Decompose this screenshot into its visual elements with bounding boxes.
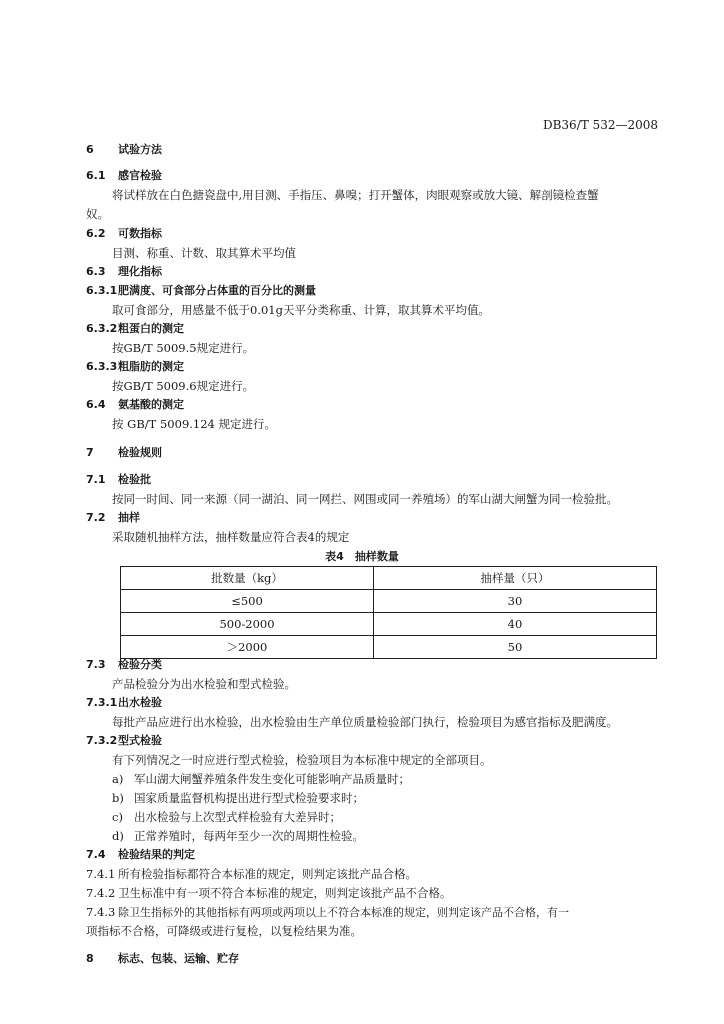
heading-6-3-1: 6.3.1肥满度、可食部分占体重的百分比的测量 (86, 284, 316, 297)
paragraph: 目测、称重、计数、取其算术平均值 (112, 246, 296, 260)
heading-6-3-2: 6.3.2粗蛋白的测定 (86, 322, 184, 335)
paragraph: 按GB/T 5009.6规定进行。 (112, 379, 255, 393)
table-cell: ≤500 (121, 590, 374, 613)
paragraph: 奴。 (86, 207, 109, 221)
paragraph: 有下列情况之一时应进行型式检验，检验项目为本标准中规定的全部项目。 (112, 753, 492, 767)
table-cell: 50 (374, 636, 657, 659)
heading-7-4: 7.4 检验结果的判定 (86, 848, 195, 861)
paragraph: 按同一时间、同一来源（同一湖泊、同一网拦、网围或同一养殖场）的军山湖大闸蟹为同一检验批。 (112, 492, 618, 506)
table-cell: 500-2000 (121, 613, 374, 636)
paragraph: 将试样放在白色搪瓷盘中,用目测、手指压、鼻嗅；打开蟹体，肉眼观察或放大镜、解剖镜检查蟹 (112, 188, 599, 202)
table-cell: 40 (374, 613, 657, 636)
heading-8: 8 标志、包装、运输、贮存 (86, 952, 239, 965)
list-item: c) 出水检验与上次型式样检验有大差异时； (112, 810, 341, 824)
heading-7: 7 检验规则 (86, 446, 162, 459)
heading-7-1: 7.1 检验批 (86, 473, 151, 486)
column-header: 抽样量（只） (374, 567, 657, 590)
table-header-row (121, 567, 657, 590)
list-item: a) 军山湖大闸蟹养殖条件发生变化可能影响产品质量时； (112, 772, 410, 786)
heading-6: 6 试验方法 (86, 143, 162, 156)
paragraph: 采取随机抽样方法，抽样数量应符合表4的规定 (112, 530, 350, 544)
list-item: b) 国家质量监督机构提出进行型式检验要求时； (112, 791, 364, 805)
paragraph: 项指标不合格，可降级或进行复检，以复检结果为准。 (86, 924, 362, 938)
paragraph: 按 GB/T 5009.124 规定进行。 (112, 417, 277, 431)
heading-6-1: 6.1 感官检验 (86, 169, 162, 182)
sampling-table (120, 566, 657, 659)
heading-7-2: 7.2 抽样 (86, 511, 140, 524)
clause-7-4-1: 7.4.1 所有检验指标都符合本标准的规定，则判定该批产品合格。 (86, 867, 417, 881)
heading-6-3-3: 6.3.3粗脂肪的测定 (86, 360, 184, 373)
list-item: d) 正常养殖时，每两年至少一次的周期性检验。 (112, 829, 364, 843)
clause-7-4-3: 7.4.3 除卫生指标外的其他指标有两项或两项以上不符合本标准的规定，则判定该产品不合格，有一 (86, 905, 569, 919)
paragraph: 取可食部分，用感量不低于0.01g天平分类称重、计算，取其算术平均值。 (112, 303, 490, 317)
table-cell: 30 (374, 590, 657, 613)
table-row (121, 613, 657, 636)
table-row (121, 590, 657, 613)
heading-6-3: 6.3 理化指标 (86, 265, 162, 278)
standard-number: DB36/T 532—2008 (542, 118, 658, 132)
heading-7-3: 7.3 检验分类 (86, 658, 162, 671)
paragraph: 产品检验分为出水检验和型式检验。 (112, 677, 296, 691)
heading-7-3-2: 7.3.2型式检验 (86, 734, 162, 747)
table-cell: ＞2000 (121, 636, 374, 659)
table-row (121, 636, 657, 659)
table-caption: 表4 抽样数量 (325, 550, 399, 563)
clause-7-4-2: 7.4.2 卫生标准中有一项不符合本标准的规定，则判定该批产品不合格。 (86, 886, 452, 900)
heading-7-3-1: 7.3.1出水检验 (86, 696, 162, 709)
paragraph: 每批产品应进行出水检验，出水检验由生产单位质量检验部门执行，检验项目为感官指标及肥满度。 (112, 715, 618, 729)
paragraph: 按GB/T 5009.5规定进行。 (112, 341, 255, 355)
heading-6-4: 6.4 氨基酸的测定 (86, 398, 184, 411)
column-header: 批数量（kg） (121, 567, 374, 590)
heading-6-2: 6.2 可数指标 (86, 227, 162, 240)
